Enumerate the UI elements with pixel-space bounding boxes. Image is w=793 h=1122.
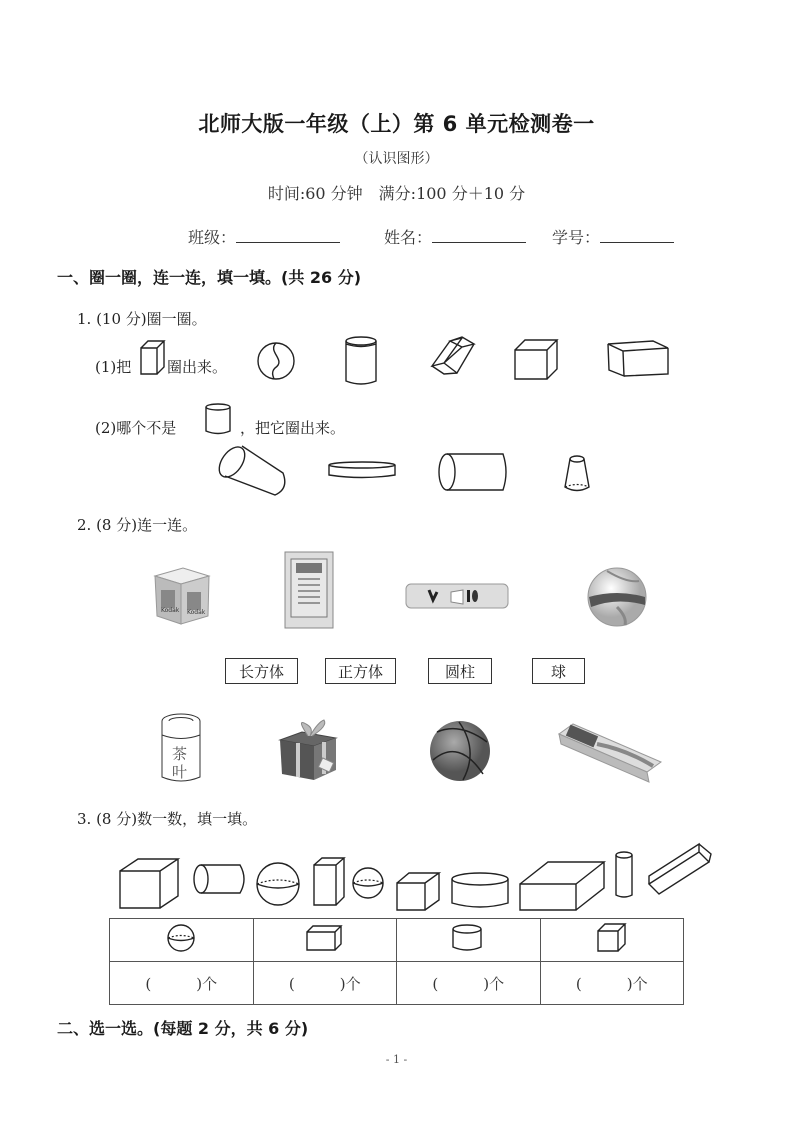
answer-prism-count[interactable]: ( )个 [253,962,397,1005]
answer-cube-count[interactable]: ( )个 [540,962,684,1005]
shape-flat-cylinder [450,871,512,911]
page-number: - 1 - [385,1053,408,1066]
q1-part2-suffix: ，把它圈出来。 [240,419,346,437]
class-field [188,225,340,248]
page-subtitle: （认识图形） [354,151,439,167]
gum-pack-image[interactable] [557,720,663,782]
tea-can-image[interactable] [160,713,206,785]
q2-title: 2. (8 分)连一连。 [77,516,198,534]
count-table-header-row [110,919,684,962]
shape-cylinder-horizontal [192,864,248,896]
id-blank[interactable] [600,228,674,243]
basketball-image[interactable] [429,720,491,782]
rectangular-prism-icon [138,340,168,376]
volleyball-image[interactable] [587,567,649,629]
name-label: 姓名： [384,228,433,247]
q1-part2-prefix: (2)哪个不是 [95,419,177,437]
header-sphere [110,919,254,962]
time-info: 时间:60 分钟 满分:100 分＋10 分 [267,184,526,203]
tilted-cylinder-icon[interactable] [219,443,289,499]
class-label: 班级： [188,228,237,247]
shape-small-cube [395,872,441,912]
label-sphere[interactable]: 球 [532,658,585,684]
shape-thin-cylinder [614,851,634,901]
sphere-icon[interactable] [257,342,297,382]
tea-can-char-2: 叶 [172,763,188,781]
shape-flat-prism [518,860,606,912]
label-cube[interactable]: 正方体 [325,658,396,684]
id-field [552,225,674,248]
box-icon[interactable] [606,341,670,379]
shape-tilted-prism [647,844,715,896]
label-cylinder[interactable]: 圆柱 [428,658,492,684]
shape-small-sphere [352,867,386,899]
q1-part1-suffix: 圈出来。 [167,358,228,376]
header-rectangular-prism [253,919,397,962]
tilted-prism-icon[interactable] [430,338,476,380]
cube-icon [596,923,628,953]
tea-box-image[interactable] [284,551,336,629]
class-blank[interactable] [236,228,340,243]
label-cuboid[interactable]: 长方体 [225,658,298,684]
q1-title: 1. (10 分)圈一圈。 [77,310,207,328]
gift-box-image[interactable] [278,716,342,784]
shape-cube [118,858,182,910]
q1-part1-prefix: (1)把 [95,358,132,376]
tea-can-char-1: 茶 [172,745,188,763]
q3-title: 3. (8 分)数一数，填一填。 [77,810,258,828]
shape-tall-prism [312,857,346,907]
svg-text:Kodak: Kodak [161,607,180,614]
page-title: 北师大版一年级（上）第 6 单元检测卷一 [198,112,595,136]
id-label: 学号： [552,228,601,247]
horizontal-cylinder-icon[interactable] [437,452,509,494]
sphere-icon [165,923,197,953]
name-blank[interactable] [432,228,526,243]
svg-text:Kodak: Kodak [187,609,206,616]
shape-sphere [256,862,302,906]
frustum-cup-icon[interactable] [561,454,593,494]
cylinder-target-icon [204,403,234,435]
answer-cylinder-count[interactable]: ( )个 [397,962,541,1005]
shuttlecock-tube-image[interactable] [405,580,511,612]
section-2-heading: 二、选一选。(每题 2 分，共 6 分) [57,1019,309,1038]
kodak-cube-box-image[interactable] [153,566,213,628]
name-field [384,225,526,248]
section-1-heading: 一、圈一圈，连一连，填一填。(共 26 分) [57,268,362,287]
flat-cylinder-icon[interactable] [327,460,397,482]
count-table [109,918,684,1005]
answer-sphere-count[interactable]: ( )个 [110,962,254,1005]
header-cube [540,919,684,962]
cylinder-icon [451,923,485,953]
count-table-answer-row [110,962,684,1005]
rectangular-prism-icon [305,924,345,952]
header-cylinder [397,919,541,962]
cube-icon[interactable] [513,339,559,381]
cylinder-icon[interactable] [344,335,380,387]
